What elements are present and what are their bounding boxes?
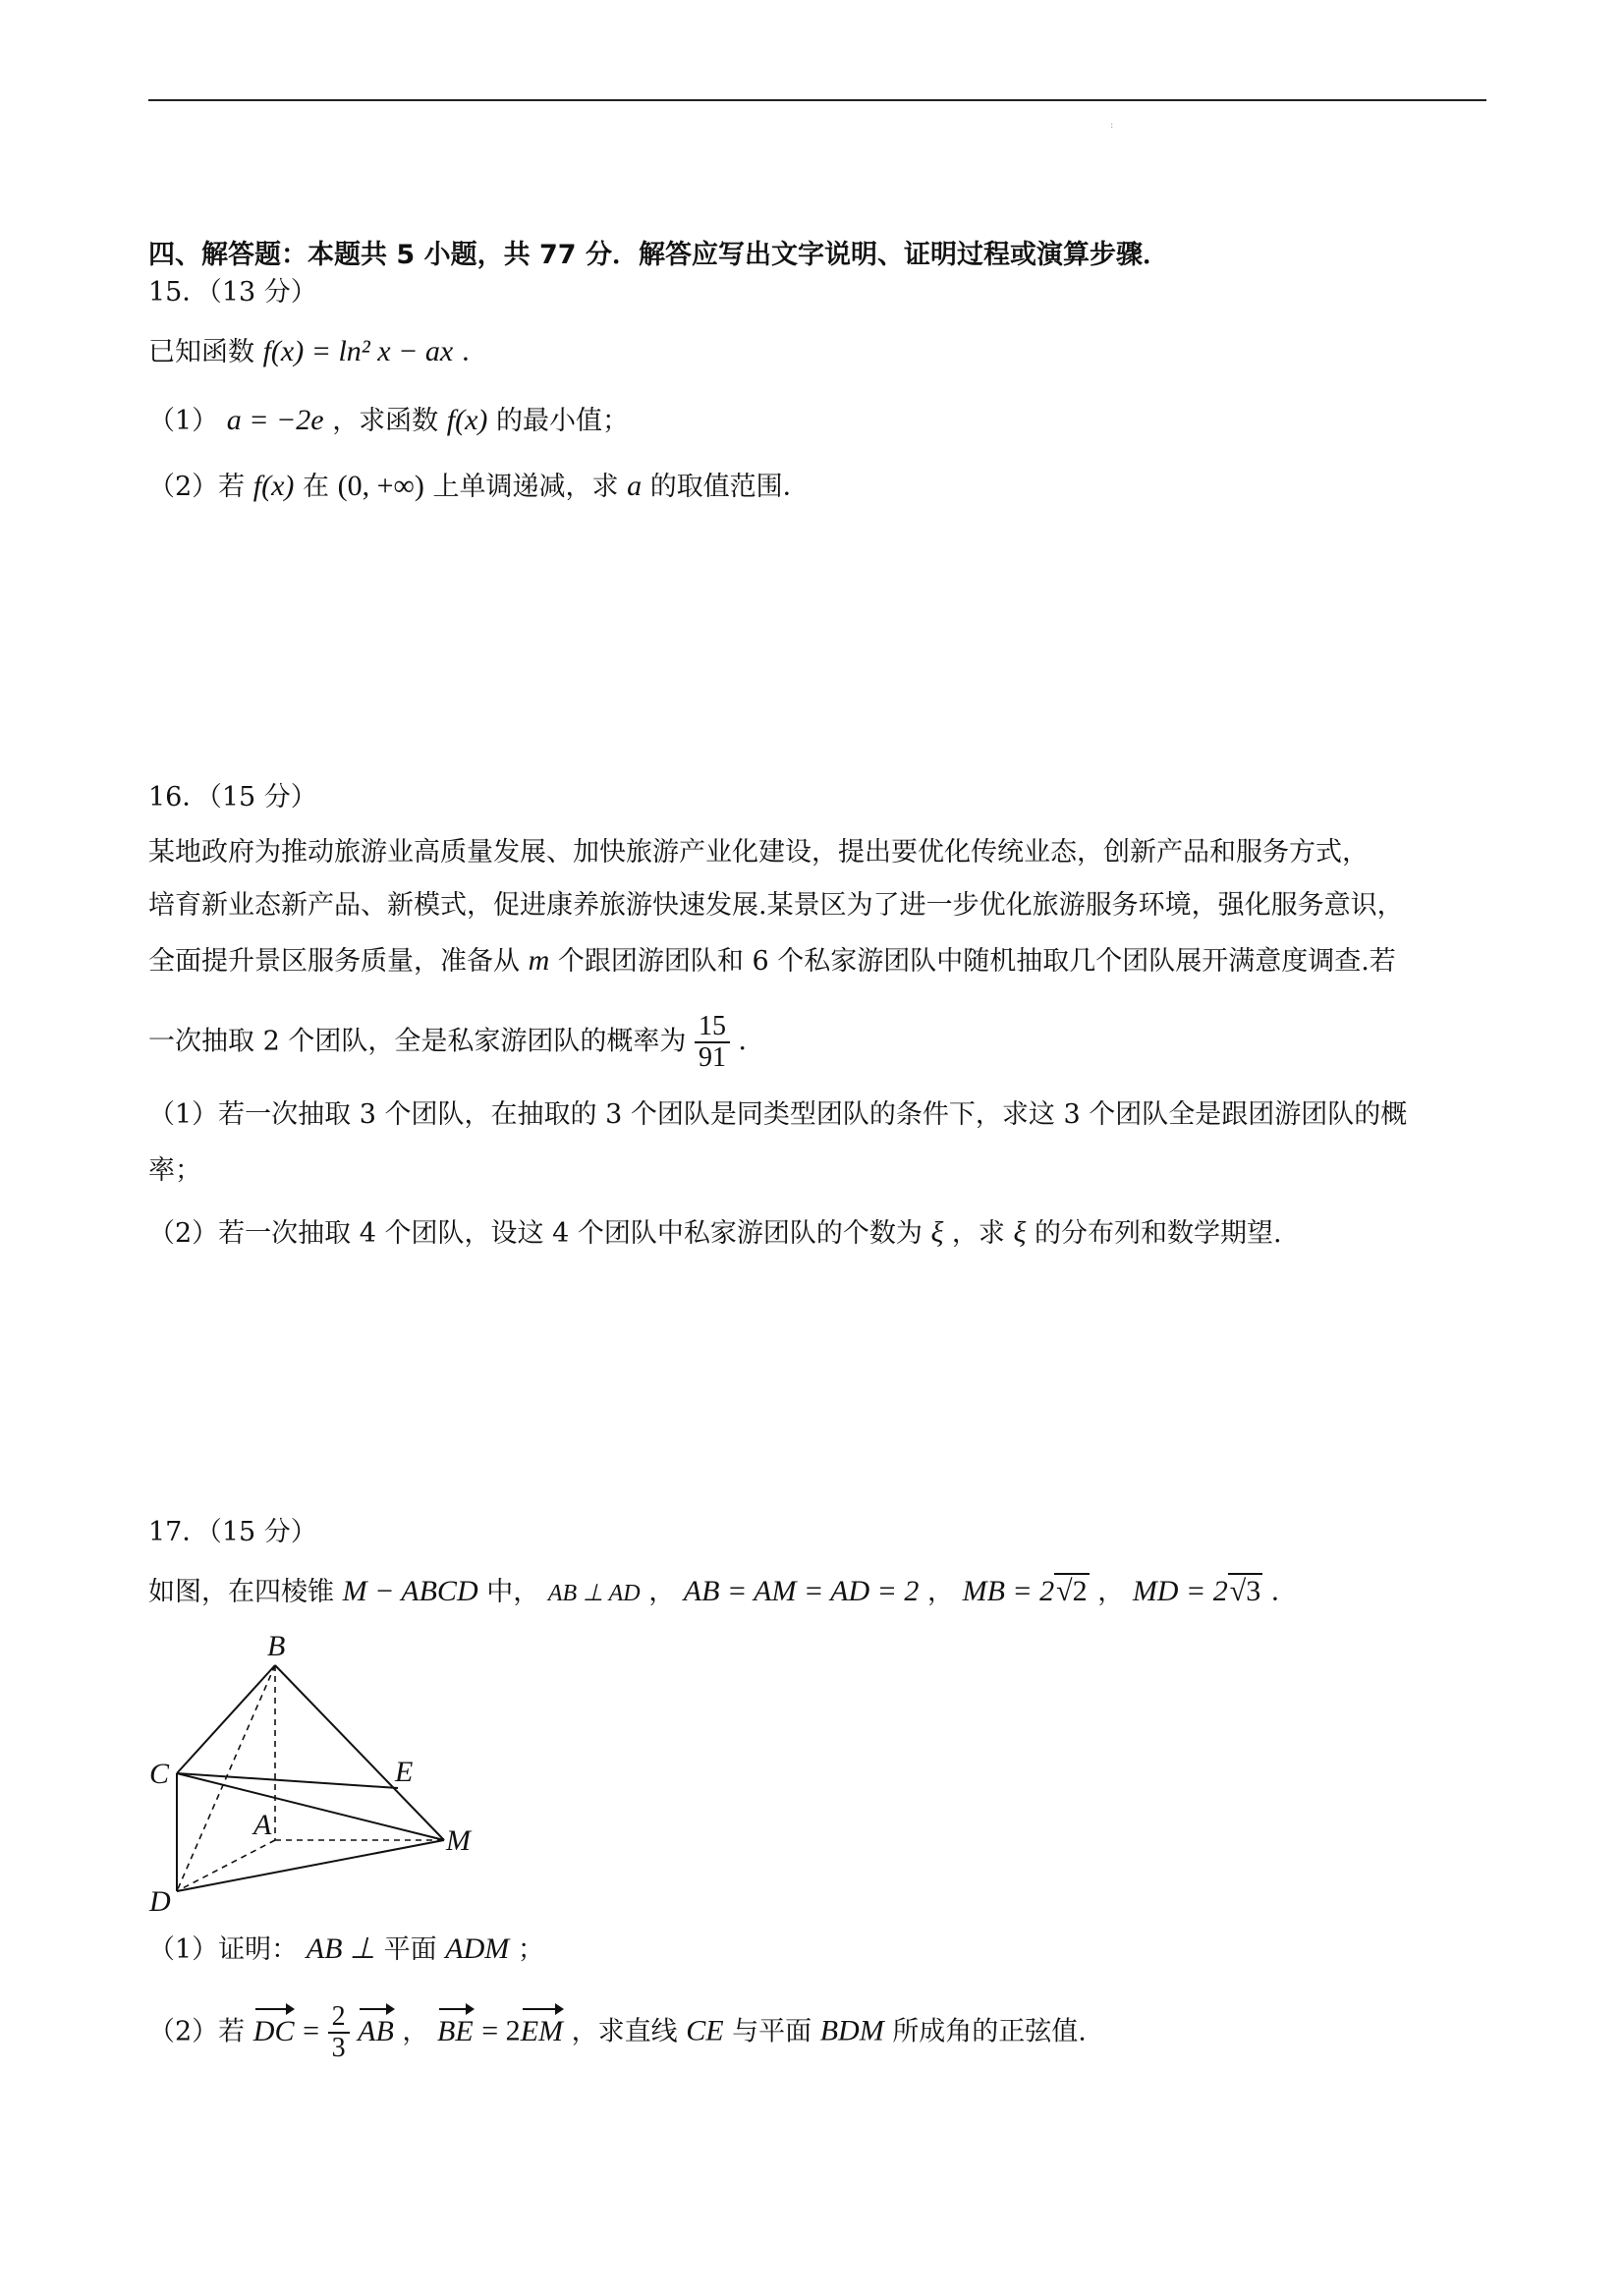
q16-p2-mid: ，求 [951, 1218, 1005, 1249]
label-b: B [267, 1630, 286, 1662]
q16-line4 [148, 1012, 765, 1073]
q17-number: 17．（15 分） [148, 1517, 317, 1547]
q17-intro-prefix: 如图，在四棱锥 [148, 1577, 334, 1607]
label-e: E [395, 1756, 414, 1788]
q17-sep2: ， [927, 1577, 954, 1607]
q17-end: ． [1270, 1577, 1298, 1607]
q15-p2-func: f(x) [252, 470, 295, 502]
label-d: D [149, 1885, 171, 1916]
q17-intro [148, 1572, 1298, 1613]
q17-p1-suffix: ； [517, 1934, 544, 1965]
q17-md-root: 3 [1246, 1575, 1261, 1607]
q17-p2-eq: = [303, 2014, 319, 2047]
q17-frac-numerator: 2 [328, 2002, 350, 2034]
q17-part2 [148, 2002, 1087, 2063]
label-c: C [149, 1758, 170, 1790]
q17-mb-root: 2 [1072, 1575, 1088, 1607]
q17-p1-stmt: AB ⊥ [306, 1932, 376, 1965]
q15-part1 [148, 401, 629, 441]
q17-mb: MB = 2 [962, 1575, 1055, 1607]
q17-p1-prefix: （1）证明： [148, 1934, 299, 1965]
q15-p2-mid2: 上单调递减，求 [432, 472, 619, 502]
q16-number: 16．（15 分） [148, 782, 317, 812]
q16-var-m: m [528, 944, 550, 977]
q16-line4-prefix: 一次抽取 2 个团队，全是私家游团队的概率为 [148, 1026, 687, 1057]
q17-pyramid: M − ABCD [342, 1575, 478, 1607]
q16-line3 [148, 941, 1396, 981]
vector-dc: DC [253, 2012, 295, 2051]
q15-p2-prefix: （2）若 [148, 472, 246, 502]
section-title: 四、解答题：本题共 5 小题，共 77 分．解答应写出文字说明、证明过程或演算步骤． [148, 240, 1169, 270]
q17-eq1: AB = AM = AD = 2 [683, 1575, 920, 1607]
q16-p2-prefix: （2）若一次抽取 4 个团队，设这 4 个团队中私家游团队的个数为 [148, 1218, 923, 1249]
vector-em: EM [521, 2012, 563, 2051]
header-rule [148, 99, 1486, 101]
q15-intro-suffix: ． [461, 337, 488, 367]
q15-p1-func: f(x) [446, 404, 488, 436]
q17-line-ce: CE [686, 2014, 724, 2047]
pyramid-figure [138, 1626, 501, 1916]
vector-be: BE [437, 2012, 474, 2051]
q15-p2-var: a [627, 470, 643, 502]
q16-part2 [148, 1213, 1282, 1254]
q17-plane-bdm: BDM [819, 2014, 884, 2047]
q15-p2-interval: (0, +∞) [337, 470, 424, 502]
q15-intro-prefix: 已知函数 [148, 337, 254, 367]
q17-p2-sep: ， [402, 2016, 429, 2047]
q17-p2-eq2: = 2 [481, 2014, 521, 2047]
q15-p1-mid: ，求函数 [332, 406, 439, 436]
q15-p1-prefix: （1） [148, 406, 219, 436]
q16-line3-prefix: 全面提升景区服务质量，准备从 [148, 946, 520, 977]
q16-frac-denominator: 91 [698, 1042, 726, 1073]
q15-part2 [148, 467, 810, 507]
q17-sep3: ， [1097, 1577, 1125, 1607]
q15-p2-mid: 在 [303, 472, 330, 502]
q17-p2-mid: ，求直线 [571, 2016, 678, 2047]
q16-p2-suffix: 的分布列和数学期望. [1034, 1218, 1282, 1249]
q17-md-sqrt: √3 [1229, 1575, 1261, 1607]
q17-fraction [328, 2002, 350, 2063]
q15-number: 15．（13 分） [148, 277, 317, 308]
q17-p1-mid: 平面 [383, 1934, 437, 1965]
q16-xi-2: ξ [1013, 1216, 1027, 1249]
q17-mb-sqrt: √2 [1056, 1575, 1088, 1607]
edge-ad [177, 1840, 275, 1891]
q17-p2-mid2: 与平面 [732, 2016, 812, 2047]
q16-part1-line1: （1）若一次抽取 3 个团队，在抽取的 3 个团队是同类型团队的条件下，求这 3 个团队全是跟团游团队的概 [148, 1099, 1408, 1130]
edge-bm [275, 1665, 444, 1840]
q15-p1-suffix: 的最小值； [496, 406, 630, 436]
q16-part1-line2: 率； [148, 1155, 201, 1186]
edge-bc [177, 1665, 275, 1773]
q16-probability-fraction [695, 1012, 730, 1073]
q17-p1-plane: ADM [445, 1932, 510, 1965]
q16-line3-suffix: 个跟团游团队和 6 个私家游团队中随机抽取几个团队展开满意度调查.若 [557, 946, 1396, 977]
label-a: A [253, 1809, 272, 1841]
q15-p1-cond: a = −2e [226, 404, 324, 436]
vector-ab: AB [358, 2012, 394, 2051]
q17-intro-mid: 中， [486, 1577, 540, 1607]
q17-perp: AB ⊥ AD [547, 1581, 641, 1606]
q17-part1 [148, 1930, 544, 1970]
q16-xi: ξ [930, 1216, 944, 1249]
q17-sep1: ， [648, 1577, 676, 1607]
header-mark: : [1110, 120, 1114, 131]
q17-p2-suffix: 所成角的正弦值. [892, 2016, 1087, 2047]
q15-intro [148, 332, 488, 372]
q17-md: MD = 2 [1132, 1575, 1228, 1607]
q16-line4-suffix: ． [738, 1026, 765, 1057]
q16-line2: 培育新业态新产品、新模式，促进康养旅游快速发展.某景区为了进一步优化旅游服务环境，强化服务意识， [148, 890, 1404, 921]
label-m: M [446, 1824, 471, 1857]
q17-frac-denominator: 3 [331, 2033, 346, 2063]
q16-frac-numerator: 15 [695, 1012, 730, 1043]
q17-p2-prefix: （2）若 [148, 2016, 246, 2047]
edge-dm [177, 1840, 444, 1891]
q16-line1: 某地政府为推动旅游业高质量发展、加快旅游产业化建设，提出要优化传统业态，创新产品和服务方式， [148, 837, 1369, 868]
q15-p2-suffix: 的取值范围． [649, 472, 810, 502]
q15-function: f(x) = ln² x − ax [262, 335, 454, 367]
